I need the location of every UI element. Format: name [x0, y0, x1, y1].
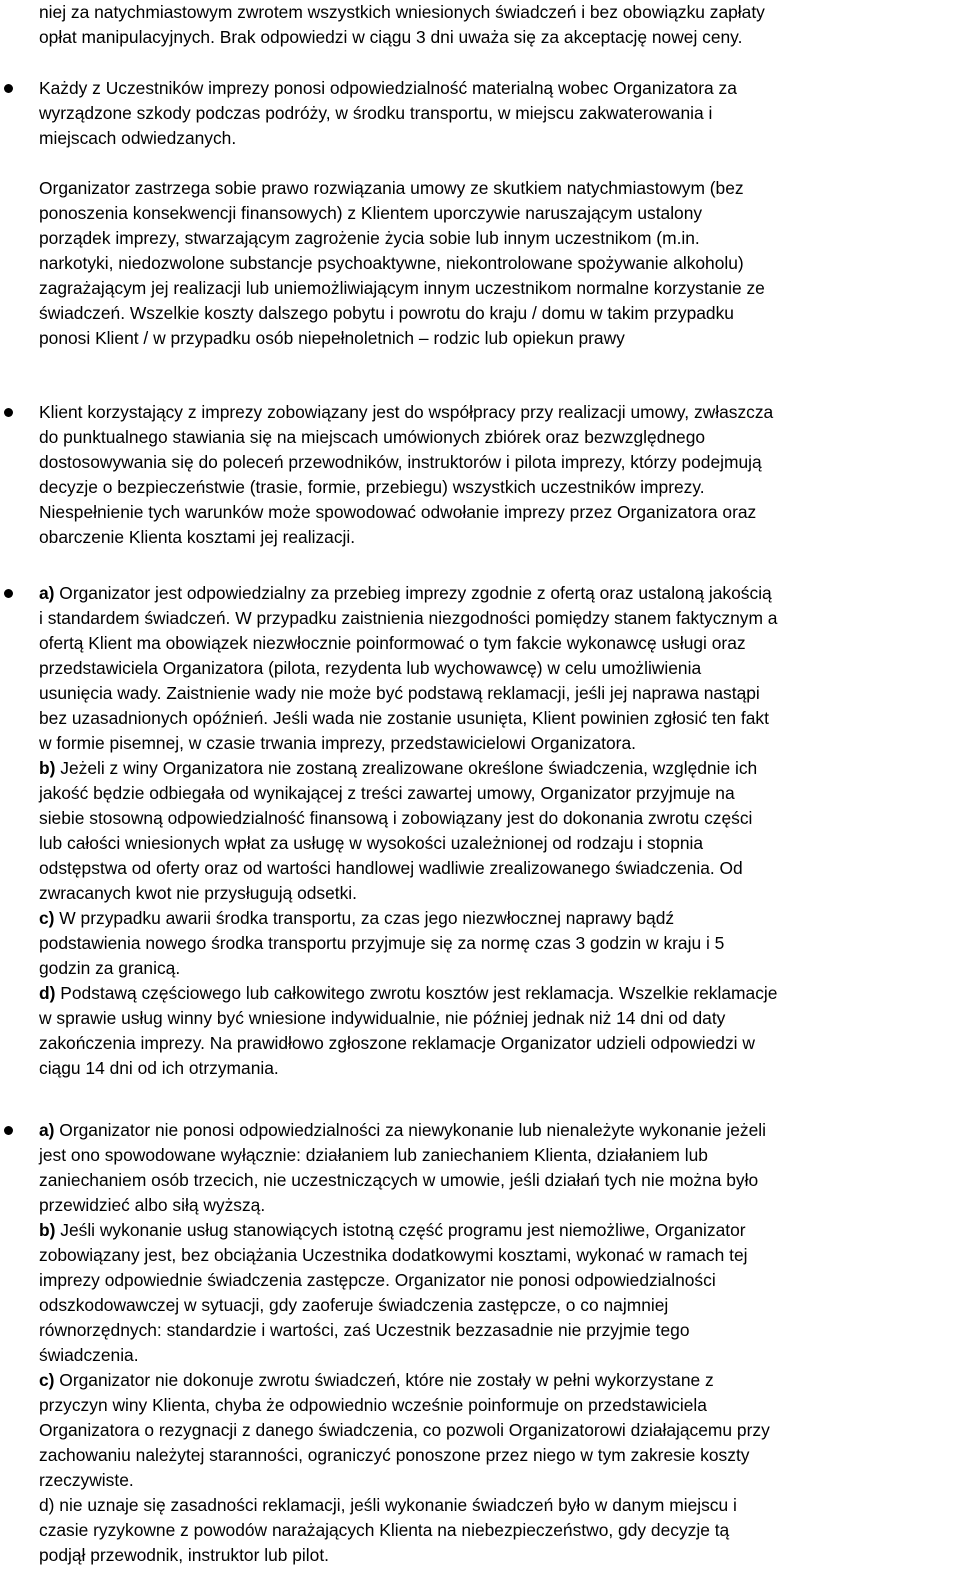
paragraph-organizer-exclusions [39, 1118, 955, 1568]
text-line: Organizatora o rezygnacji z danego świadczenia, co pozwoli Organizatorowi działającemu przy [39, 1420, 770, 1440]
text-line: przedstawiciela Organizatora (pilota, rezydenta lub wychowawcę) w celu umożliwienia [39, 658, 702, 678]
text-run: Organizator nie dokonuje zwrotu świadczeń, które nie zostały w pełni wykorzystane z [54, 1370, 714, 1390]
text-line: w sprawie usług winny być wniesione indywidualnie, nie później jednak niż 14 dni od daty [39, 1008, 726, 1028]
text-line [39, 581, 955, 606]
text-line: i standardem świadczeń. W przypadku zaistnienia niezgodności pomiędzy stanem faktycznym a [39, 608, 778, 628]
text-run: Jeśli wykonanie usług stanowiących istotną część programu jest niemożliwe, Organizator [55, 1220, 746, 1240]
text-run: Jeżeli z winy Organizatora nie zostaną zrealizowane określone świadczenia, względnie ich [55, 758, 758, 778]
text-line: Organizator zastrzega sobie prawo rozwiązania umowy ze skutkiem natychmiastowym (bez [39, 178, 744, 198]
text-line: przewidzieć albo siłą wyższą. [39, 1195, 266, 1215]
text-line: ciągu 14 dni od ich otrzymania. [39, 1058, 279, 1078]
text-line: zaniechaniem osób trzecich, nie uczestniczących w umowie, jeśli działań tych nie można było [39, 1170, 759, 1190]
text-line: miejscach odwiedzanych. [39, 128, 237, 148]
bullet-icon [4, 1126, 13, 1135]
text-line: zwracanych kwot nie przysługują odsetki. [39, 883, 358, 903]
text-line: porządek imprezy, stwarzającym zagrożenie życia sobie lub innym uczestnikom (m.in. [39, 228, 700, 248]
text-line: zagrażającym jej realizacji lub uniemożliwiającym innym uczestnikom normalne korzystanie ze [39, 278, 765, 298]
text-line: niej za natychmiastowym zwrotem wszystkich wniesionych świadczeń i bez obowiązku zapłaty [39, 2, 765, 22]
paragraph-cooperation [39, 400, 955, 550]
text-line: rzeczywiste. [39, 1470, 134, 1490]
text-line: zakończenia imprezy. Na prawidłowo zgłoszone reklamacje Organizator udzieli odpowiedzi w [39, 1033, 755, 1053]
text-line: czasie ryzykowne z powodów narażających Klienta na niebezpieczeństwo, gdy decyzje tą [39, 1520, 730, 1540]
text-line [39, 981, 955, 1006]
text-line: Klient korzystający z imprezy zobowiązany jest do współpracy przy realizacji umowy, zwłaszcza [39, 402, 774, 422]
text-line: usunięcia wady. Zaistnienie wady nie może być podstawą reklamacji, jeśli jej naprawa nastąpi [39, 683, 760, 703]
text-line [39, 1218, 955, 1243]
paragraph-organizer-responsibility [39, 581, 955, 1081]
text-run: Organizator nie ponosi odpowiedzialności za niewykonanie lub nienależyte wykonanie jeżeli [54, 1120, 766, 1140]
text-line: do punktualnego stawiania się na miejscach umówionych zbiórek oraz bezwzględnego [39, 427, 706, 447]
text-line: imprezy odpowiednie świadczenia zastępcze. Organizator nie ponosi odpowiedzialności [39, 1270, 716, 1290]
text-line: świadczeń. Wszelkie koszty dalszego pobytu i powrotu do kraju / domu w takim przypadku [39, 303, 734, 323]
text-line: Każdy z Uczestników imprezy ponosi odpowiedzialność materialną wobec Organizatora za [39, 78, 737, 98]
bullet-icon [4, 84, 13, 93]
text-line: zachowaniu należytej staranności, ograniczyć ponoszone przez niego w tym zakresie koszty [39, 1445, 750, 1465]
text-line: świadczenia. [39, 1345, 139, 1365]
text-line: godzin za granicą. [39, 958, 181, 978]
text-line: siebie stosowną odpowiedzialność finansową i zobowiązany jest do dokonania zwrotu części [39, 808, 753, 828]
text-run: Podstawą częściowego lub całkowitego zwrotu kosztów jest reklamacja. Wszelkie reklamacje [55, 983, 778, 1003]
paragraph-continuation [39, 0, 955, 50]
paragraph-liability [39, 76, 955, 151]
text-line: jest ono spowodowane wyłącznie: działaniem lub zaniechaniem Klienta, działaniem lub [39, 1145, 708, 1165]
text-line: lub całości wniesionych wpłat za usługę w wysokości uzależnionej od rodzaju i stopnia [39, 833, 704, 853]
text-line: Niespełnienie tych warunków może spowodować odwołanie imprezy przez Organizatora oraz [39, 502, 757, 522]
text-line: obarczenie Klienta kosztami jej realizacji. [39, 527, 356, 547]
paragraph-termination [39, 176, 955, 351]
item-label-b: b) [39, 758, 56, 778]
bullet-icon [4, 589, 13, 598]
text-line: bez uzasadnionych opóźnień. Jeśli wada nie zostanie usunięta, Klient powinien zgłosić ten fakt [39, 708, 769, 728]
text-line: równorzędnych: standardzie i wartości, zaś Uczestnik bezzasadnie nie przyjmie tego [39, 1320, 690, 1340]
text-line: d) nie uznaje się zasadności reklamacji, jeśli wykonanie świadczeń było w danym miejscu i [39, 1495, 737, 1515]
text-line: przyczyn winy Klienta, chyba że odpowiednio wcześnie poinformuje on przedstawiciela [39, 1395, 707, 1415]
text-line: odstępstwa od oferty oraz od wartości handlowej wadliwie zrealizowanego świadczenia. Od [39, 858, 743, 878]
text-line [39, 1118, 955, 1143]
item-label-c: c) [39, 1370, 55, 1390]
text-line: podstawienia nowego środka transportu przyjmuje się za normę czas 3 godzin w kraju i 5 [39, 933, 725, 953]
text-run: W przypadku awarii środka transportu, za czas jego niezwłocznej naprawy bądź [54, 908, 675, 928]
text-line [39, 756, 955, 781]
text-line: ponoszenia konsekwencji finansowych) z Klientem uporczywie naruszającym ustalony [39, 203, 703, 223]
item-label-b: b) [39, 1220, 56, 1240]
text-line: wyrządzone szkody podczas podróży, w środku transportu, w miejscu zakwaterowania i [39, 103, 713, 123]
text-line: zobowiązany jest, bez obciążania Uczestnika dodatkowymi kosztami, wykonać w ramach tej [39, 1245, 748, 1265]
text-line: dostosowywania się do poleceń przewodników, instruktorów i pilota imprezy, którzy podejmują [39, 452, 762, 472]
text-line: ponosi Klient / w przypadku osób niepełnoletnich – rodzic lub opiekun prawy [39, 328, 625, 348]
text-run: Organizator jest odpowiedzialny za przebieg imprezy zgodnie z ofertą oraz ustaloną jakością [54, 583, 772, 603]
text-line: decyzje o bezpieczeństwie (trasie, formie, przebiegu) wszystkich uczestników imprezy. [39, 477, 705, 497]
text-line [39, 1368, 955, 1393]
text-line: jakość będzie odbiegała od wynikającej z treści zawartej umowy, Organizator przyjmuje na [39, 783, 735, 803]
text-line: narkotyki, niedozwolone substancje psychoaktywne, niekontrolowane spożywanie alkoholu) [39, 253, 744, 273]
item-label-c: c) [39, 908, 55, 928]
item-label-a: a) [39, 583, 55, 603]
text-line: odszkodowawczej w sytuacji, gdy zaoferuje świadczenia zastępcze, o co najmniej [39, 1295, 669, 1315]
text-line: ofertą Klient ma obowiązek niezwłocznie poinformować o tym fakcie wykonawcę usługi oraz [39, 633, 746, 653]
bullet-icon [4, 408, 13, 417]
item-label-a: a) [39, 1120, 55, 1140]
text-line: w formie pisemnej, w czasie trwania imprezy, przedstawicielowi Organizatora. [39, 733, 636, 753]
text-line: podjął przewodnik, instruktor lub pilot. [39, 1545, 329, 1565]
item-label-d: d) [39, 983, 56, 1003]
text-line: opłat manipulacyjnych. Brak odpowiedzi w ciągu 3 dni uważa się za akceptację nowej ceny. [39, 27, 743, 47]
text-line [39, 906, 955, 931]
